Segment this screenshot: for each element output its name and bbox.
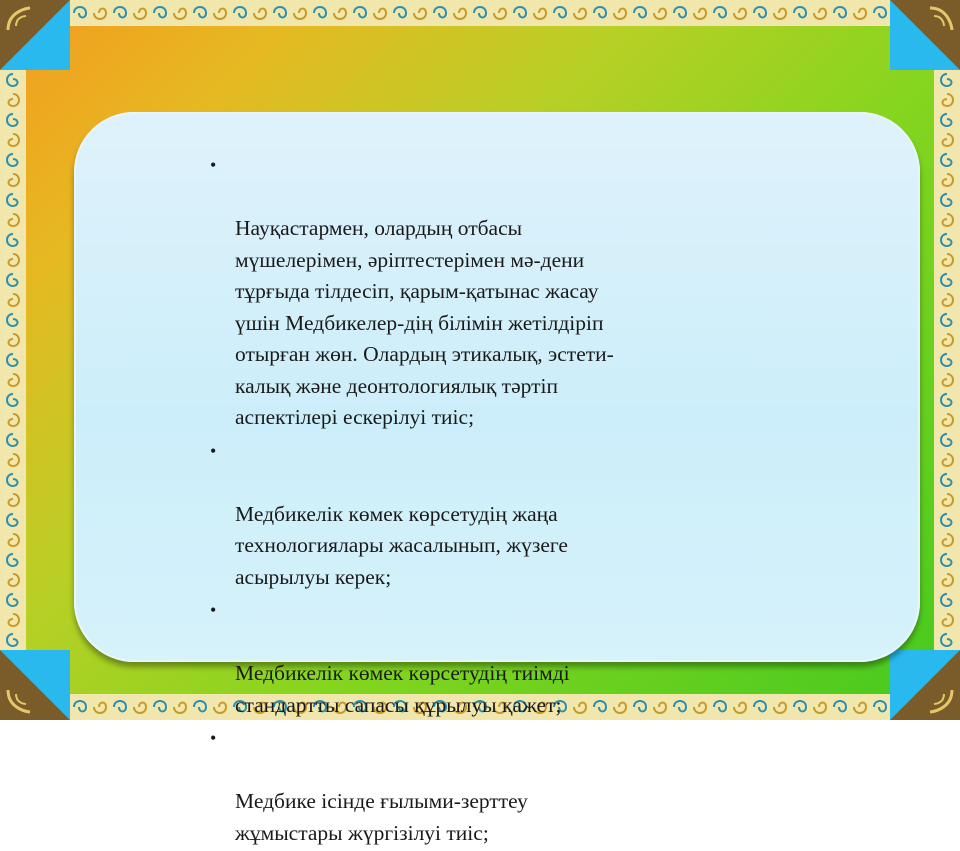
corner-ornament-top-left (0, 0, 70, 70)
bullet-icon: • (210, 600, 217, 620)
bullet-item (205, 723, 765, 849)
bullet-icon: • (210, 155, 217, 175)
bullet-text: Медбике ісінде ғылыми-зерттеу жұмыстары жүргізілуі тиіс; (235, 789, 528, 845)
bullet-text: Науқастармен, олардың отбасы мүшелерімен, әріптестерімен мә-дени тұрғыда тілдесіп, қарым-қатынас жасау үшін Медбикелер-дің білімін жетілдіріп отырған жөн. Олардың этикалық, эстети- калық және деонтологиялық тәртіп аспектілері ескерілуі тиіс; (235, 216, 614, 429)
corner-ornament-bottom-left (0, 650, 70, 720)
bullet-text: Медбикелік көмек көрсетудің тиімді стандартты сапасы құрылуы қажет; (235, 661, 570, 717)
bullet-list (205, 150, 765, 849)
bullet-item (205, 595, 765, 721)
ornament-border-left (0, 70, 26, 650)
corner-ornament-bottom-right (890, 650, 960, 720)
ornament-border-right (934, 70, 960, 650)
corner-ornament-top-right (890, 0, 960, 70)
bullet-item (205, 436, 765, 594)
bullet-text: Медбикелік көмек көрсетудің жаңа технологиялары жасалынып, жүзеге асырылуы керек; (235, 501, 568, 589)
ornament-border-top (70, 0, 890, 26)
bullet-list-container (205, 150, 765, 851)
bullet-icon: • (210, 728, 217, 748)
bullet-item (205, 150, 765, 434)
bullet-icon: • (210, 440, 217, 461)
